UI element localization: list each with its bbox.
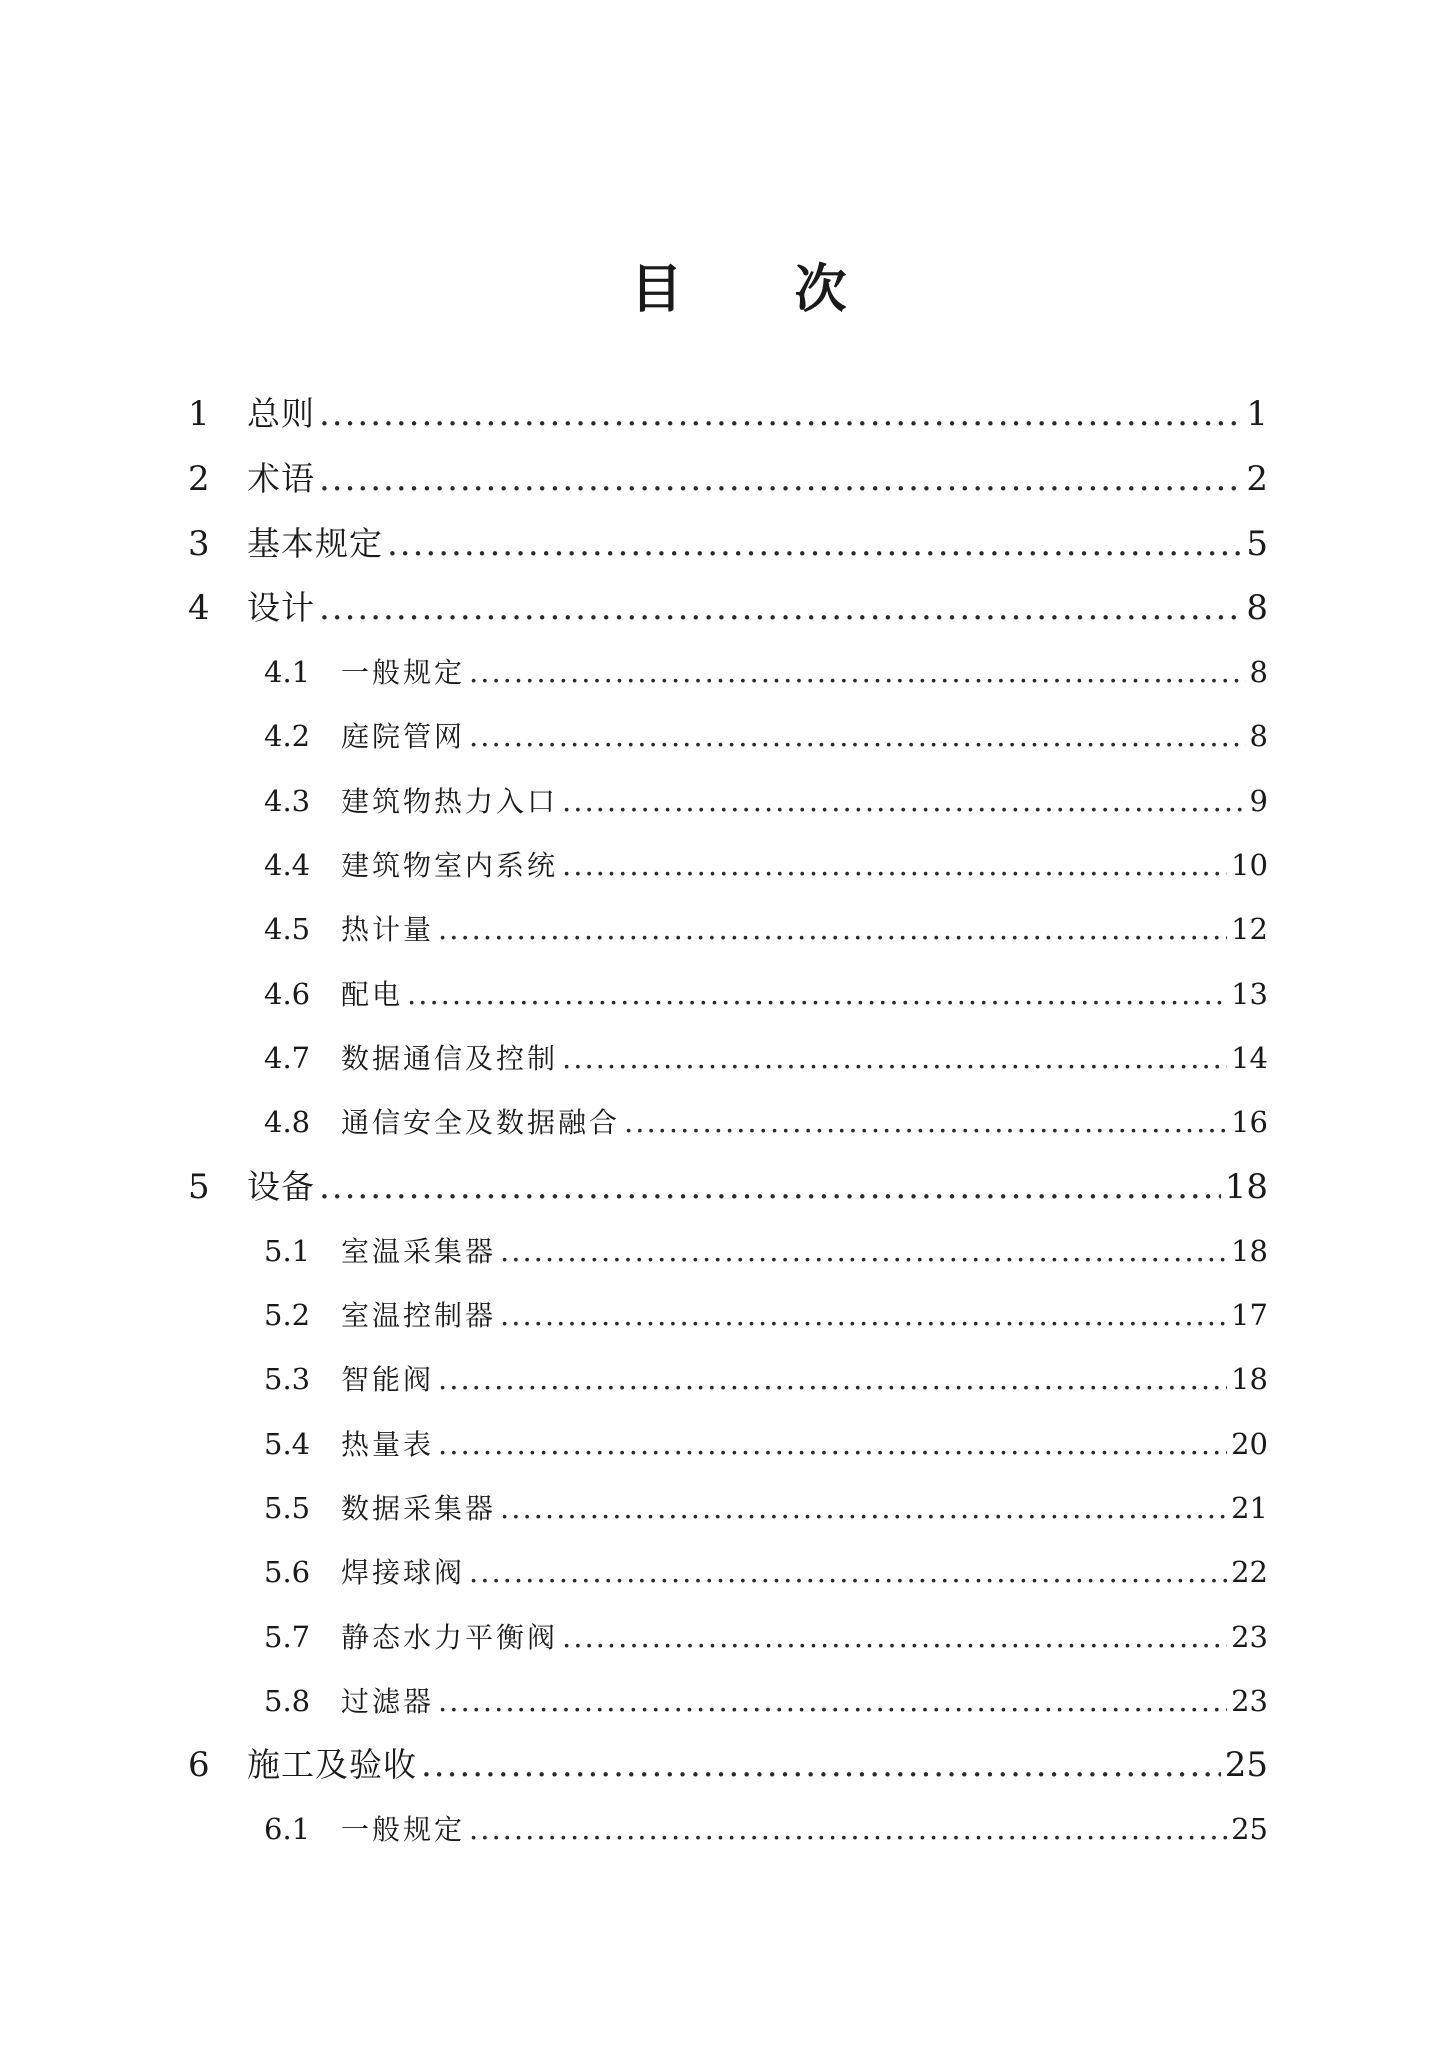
toc-entry[interactable] (264, 712, 1268, 760)
toc-dot-leader (438, 1355, 1227, 1403)
toc-entry-page: 25 (1224, 1745, 1268, 1785)
toc-entry-title: 设计 (247, 588, 315, 627)
toc-entry-page: 9 (1249, 784, 1268, 818)
toc-dot-leader (500, 1227, 1227, 1275)
toc-entry-page: 20 (1231, 1427, 1268, 1461)
toc-entry-title: 一般规定 (341, 656, 466, 689)
toc-entry-page: 8 (1246, 588, 1268, 628)
toc-entry-page: 25 (1231, 1812, 1268, 1846)
toc-dot-leader (469, 712, 1246, 760)
toc-entry-number: 4.5 (264, 912, 311, 946)
toc-entry[interactable] (264, 841, 1268, 889)
toc-entry-page: 18 (1231, 1362, 1268, 1396)
toc-entry[interactable] (264, 648, 1268, 696)
toc-entry-page: 1 (1246, 394, 1268, 434)
toc-entry-page: 21 (1231, 1491, 1268, 1525)
toc-entry-title: 建筑物室内系统 (341, 849, 559, 882)
page-title-char-2: 次 (794, 260, 847, 320)
toc-entry[interactable] (188, 584, 1268, 632)
toc-entry[interactable] (264, 1291, 1268, 1339)
toc-dot-leader (319, 455, 1242, 503)
toc-entry[interactable] (188, 1163, 1268, 1211)
toc-dot-leader (624, 1098, 1227, 1146)
toc-entry[interactable] (264, 1034, 1268, 1082)
toc-entry-number: 5.1 (264, 1234, 311, 1268)
toc-entry-page: 17 (1231, 1298, 1268, 1332)
toc-entry[interactable] (264, 777, 1268, 825)
toc-dot-leader (500, 1484, 1227, 1532)
toc-entry-page: 12 (1231, 912, 1268, 946)
toc-entry[interactable] (264, 905, 1268, 953)
toc-entry[interactable] (264, 970, 1268, 1018)
toc-dot-leader (319, 1163, 1221, 1211)
toc-entry-title: 一般规定 (341, 1813, 466, 1846)
toc-dot-leader (562, 1034, 1227, 1082)
toc-dot-leader (421, 1741, 1221, 1789)
toc-entry-title: 术语 (247, 459, 315, 498)
toc-entry-title: 通信安全及数据融合 (341, 1106, 621, 1139)
toc-entry-number: 6.1 (264, 1812, 311, 1846)
toc-dot-leader (469, 1548, 1227, 1596)
toc-dot-leader (562, 841, 1227, 889)
toc-dot-leader (469, 648, 1246, 696)
toc-dot-leader (319, 584, 1242, 632)
toc-entry-page: 18 (1231, 1234, 1268, 1268)
toc-entry-title: 配电 (341, 978, 404, 1011)
toc-entry-page: 8 (1249, 655, 1268, 689)
toc-entry[interactable] (264, 1355, 1268, 1403)
toc-entry-number: 5.3 (264, 1362, 311, 1396)
toc-entry[interactable] (188, 520, 1268, 568)
toc-entry-title: 基本规定 (247, 524, 383, 563)
toc-entry-number: 1 (188, 394, 210, 434)
toc-entry-title: 数据采集器 (341, 1492, 497, 1525)
toc-entry-number: 5.6 (264, 1555, 311, 1589)
toc-entry-page: 18 (1224, 1167, 1268, 1207)
toc-entry-number: 4.8 (264, 1105, 311, 1139)
toc-entry[interactable] (188, 455, 1268, 503)
toc-dot-leader (562, 777, 1246, 825)
toc-dot-leader (469, 1805, 1227, 1853)
toc-entry-title: 庭院管网 (341, 720, 466, 753)
toc-entry[interactable] (188, 1741, 1268, 1789)
page-title-char-1: 目 (630, 260, 683, 320)
toc-entry-number: 4.3 (264, 784, 311, 818)
toc-entry[interactable] (264, 1548, 1268, 1596)
toc-entry-page: 13 (1231, 977, 1268, 1011)
toc-entry-title: 施工及验收 (247, 1745, 417, 1784)
toc-entry-title: 数据通信及控制 (341, 1042, 559, 1075)
toc-dot-leader (407, 970, 1227, 1018)
toc-entry-title: 热计量 (341, 913, 435, 946)
toc-dot-leader (438, 1420, 1227, 1468)
toc-entry-title: 过滤器 (341, 1685, 435, 1718)
toc-entry[interactable] (264, 1484, 1268, 1532)
toc-entry-number: 4 (188, 588, 210, 628)
toc-entry[interactable] (264, 1227, 1268, 1275)
toc-dot-leader (562, 1613, 1227, 1661)
toc-entry-title: 智能阀 (341, 1363, 435, 1396)
toc-entry[interactable] (264, 1805, 1268, 1853)
toc-dot-leader (438, 1677, 1227, 1725)
toc-entry-page: 5 (1246, 524, 1268, 564)
toc-entry-page: 16 (1231, 1105, 1268, 1139)
toc-entry-number: 5.5 (264, 1491, 311, 1525)
toc-entry[interactable] (264, 1613, 1268, 1661)
toc-entry-title: 室温采集器 (341, 1235, 497, 1268)
toc-entry-title: 设备 (247, 1167, 315, 1206)
toc-dot-leader (500, 1291, 1227, 1339)
toc-entry-number: 6 (188, 1745, 210, 1785)
toc-entry-page: 22 (1231, 1555, 1268, 1589)
toc-dot-leader (438, 905, 1227, 953)
toc-entry-number: 4.1 (264, 655, 311, 689)
toc-dot-leader (387, 520, 1242, 568)
toc-entry[interactable] (264, 1098, 1268, 1146)
toc-entry-number: 4.6 (264, 977, 311, 1011)
toc-entry-number: 4.2 (264, 719, 311, 753)
toc-entry-number: 2 (188, 459, 210, 499)
toc-entry-page: 14 (1231, 1041, 1268, 1075)
toc-entry-page: 2 (1246, 459, 1268, 499)
toc-entry-title: 建筑物热力入口 (341, 785, 559, 818)
toc-entry[interactable] (188, 390, 1268, 438)
toc-entry-number: 4.4 (264, 848, 311, 882)
toc-entry-number: 5.7 (264, 1620, 311, 1654)
toc-entry-page: 23 (1231, 1684, 1268, 1718)
toc-entry-number: 5.2 (264, 1298, 311, 1332)
toc-entry[interactable] (264, 1677, 1268, 1725)
toc-entry-page: 8 (1249, 719, 1268, 753)
toc-dot-leader (319, 390, 1242, 438)
toc-entry-title: 静态水力平衡阀 (341, 1621, 559, 1654)
toc-entry-title: 焊接球阀 (341, 1556, 466, 1589)
toc-entry-title: 总则 (247, 394, 315, 433)
toc-entry-number: 5.4 (264, 1427, 311, 1461)
toc-entry-page: 23 (1231, 1620, 1268, 1654)
toc-entry-page: 10 (1231, 848, 1268, 882)
toc-entry[interactable] (264, 1420, 1268, 1468)
toc-entry-number: 4.7 (264, 1041, 311, 1075)
toc-entry-title: 室温控制器 (341, 1299, 497, 1332)
toc-entry-number: 3 (188, 524, 210, 564)
toc-entry-number: 5 (188, 1167, 210, 1207)
toc-entry-title: 热量表 (341, 1428, 435, 1461)
toc-entry-number: 5.8 (264, 1684, 311, 1718)
